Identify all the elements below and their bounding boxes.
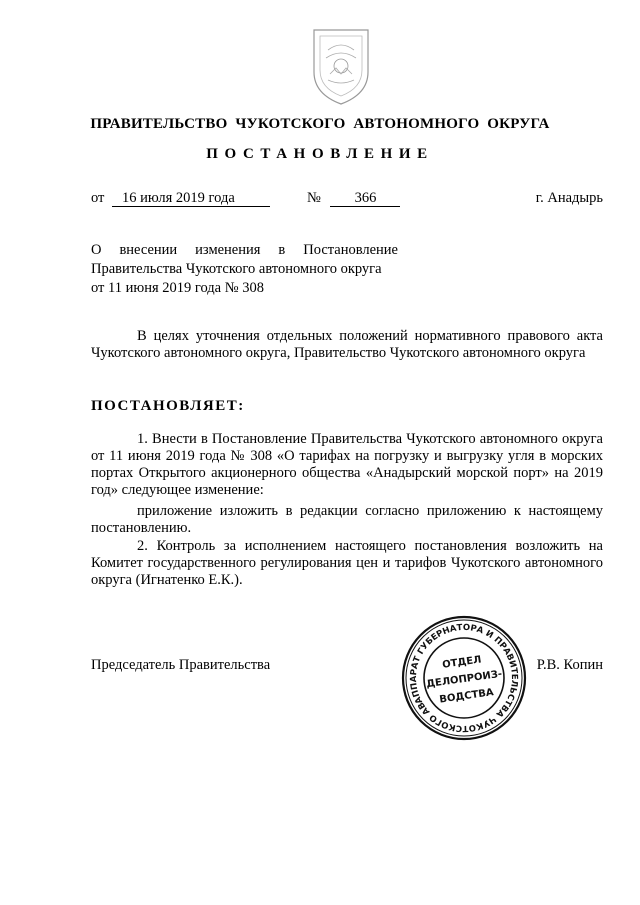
number-prefix: № (307, 190, 321, 206)
date-value: 16 июля 2019 года (112, 191, 270, 207)
item-1-sub: приложение изложить в редакции согласно приложению к настоящему постановлению. (91, 503, 603, 536)
date-line (91, 190, 270, 207)
decree-word: ПОСТАНОВЛЯЕТ: (91, 398, 245, 414)
item-1: 1. Внести в Постановление Правительства Чукотского автономного округа от 11 июня 2019 года № 308 «О тарифах на погрузку и выгрузку угля в морских портах Открытого акционерного общества «Анадырский морской порт» на 2019 год» следующее изменение: (91, 431, 603, 498)
subject-line-3: от 11 июня 2019 года № 308 (91, 280, 264, 296)
number-value: 366 (330, 191, 400, 207)
signatory-position: Председатель Правительства (91, 657, 271, 673)
document-type: ПОСТАНОВЛЕНИЕ (206, 146, 434, 162)
place: г. Анадырь (535, 190, 603, 206)
stamp-line-1: ОТДЕЛ (441, 654, 483, 671)
office-stamp (400, 614, 528, 742)
coat-of-arms-icon (306, 24, 376, 108)
document-subject (91, 241, 398, 298)
organization-title: ПРАВИТЕЛЬСТВО ЧУКОТСКОГО АВТОНОМНОГО ОКРУГА (90, 116, 550, 132)
subject-line-2: Правительства Чукотского автономного округа (91, 261, 382, 277)
date-prefix: от (91, 190, 105, 206)
stamp-line-2: ДЕЛОПРОИЗ- (425, 668, 503, 691)
number-line (307, 190, 400, 207)
preamble: В целях уточнения отдельных положений нормативного правового акта Чукотского автономного округа, Правительство Чукотского автономного округа (91, 328, 603, 361)
stamp-ring-text: АППАРАТ ГУБЕРНАТОРА И ПРАВИТЕЛЬСТВА ЧУКОТСКОГО АВТОНОМНОГО (408, 622, 520, 734)
stamp-line-3: ВОДСТВА (438, 687, 495, 706)
item-2: 2. Контроль за исполнением настоящего постановления возложить на Комитет государственного регулирования цен и тарифов Чукотского автономного округа (Игнатенко Е.К.). (91, 538, 603, 588)
signatory-name: Р.В. Копин (536, 657, 603, 673)
subject-line-1: О внесении изменения в Постановление (91, 242, 398, 258)
